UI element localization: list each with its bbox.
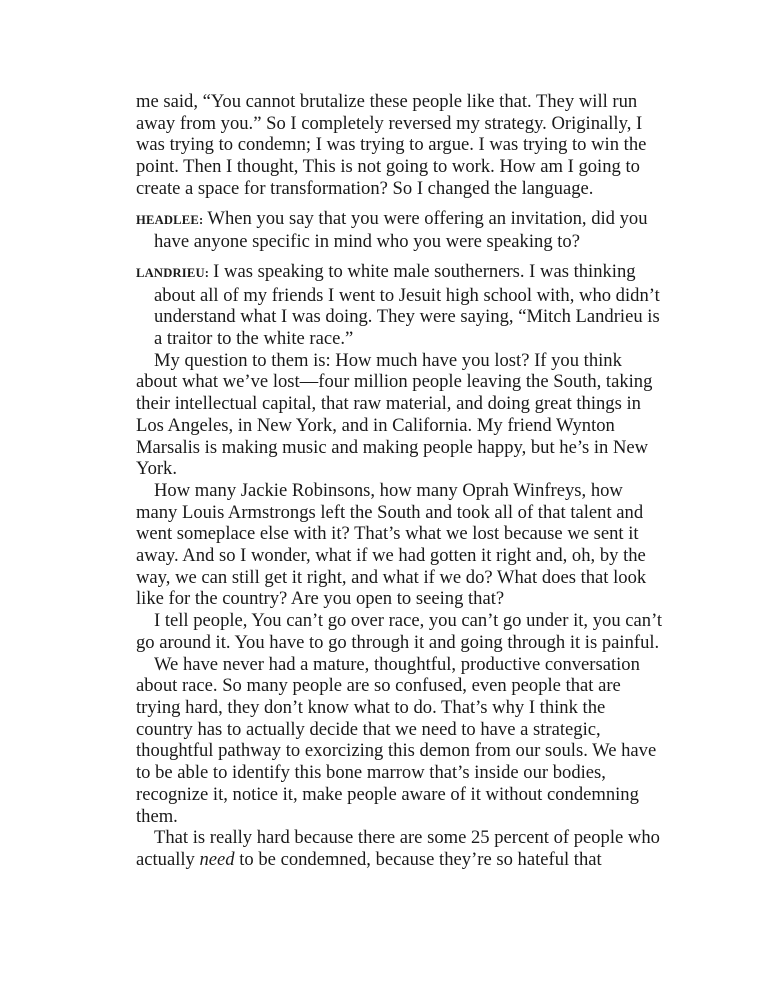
paragraph-continuation: me said, “You cannot brutalize these people like that. They will run away from you.” So I completely reversed my strategy. Originally, I was trying to condemn; I was trying to argue. I was trying to win the point. Then I thought, This is not going to work. How am I going to create a space for transformation? So I changed the language. — [136, 91, 647, 199]
paragraph-how-much-lost: My question to them is: How much have you lost? If you think about what we’ve lost—four million people leaving the South, taking their intellectual capital, that raw material, and doing great things in Los Angeles, in New York, and in California. My friend Wynton Marsalis is making music and making people happy, but he’s in New York. — [136, 349, 653, 480]
paragraph-go-through-race: I tell people, You can’t go over race, you can’t go under it, you can’t go around it. You have to go through it and going through it is painful. — [136, 610, 663, 653]
p5-emphasis: need — [199, 848, 235, 870]
speaker-label-landrieu: LANDRIEU: — [136, 265, 210, 280]
document-page — [136, 91, 666, 871]
speaker-label-headlee: HEADLEE: — [136, 212, 204, 227]
landrieu-answer — [136, 261, 666, 350]
landrieu-answer-text: I was speaking to white male southerners. I was thinking about all of my friends I went to Jesuit high school with, who didn’t understand what I was doing. They were saying, “Mitch Landrieu is a traitor to the white race.” — [154, 260, 660, 350]
headlee-question-text: When you say that you were offering an invitation, did you have anyone specific in mind who you were speaking to? — [154, 207, 648, 253]
headlee-question — [136, 208, 666, 253]
p5-before: That is really hard because there are some 25 percent of people who actually — [136, 827, 660, 870]
paragraph-twenty-five-percent — [136, 827, 666, 870]
paragraph-mature-conversation: We have never had a mature, thoughtful, productive conversation about race. So many people are so confused, even people that are trying hard, they don’t know what to do. That’s why I think the country has to actually decide that we need to have a strategic, thoughtful pathway to exorcizing this demon from our souls. We have to be able to identify this bone marrow that’s inside our bodies, recognize it, notice it, make people aware of it without condemning them. — [136, 653, 657, 827]
paragraph-jackie-robinsons: How many Jackie Robinsons, how many Oprah Winfreys, how many Louis Armstrongs left the South and took all of that talent and went someplace else with it? That’s what we lost because we sent it away. And so I wonder, what if we had gotten it right and, oh, by the way, we can still get it right, and what if we do? What does that look like for the country? Are you open to seeing that? — [136, 479, 647, 610]
p5-after: to be condemned, because they’re so hateful that — [234, 848, 602, 870]
